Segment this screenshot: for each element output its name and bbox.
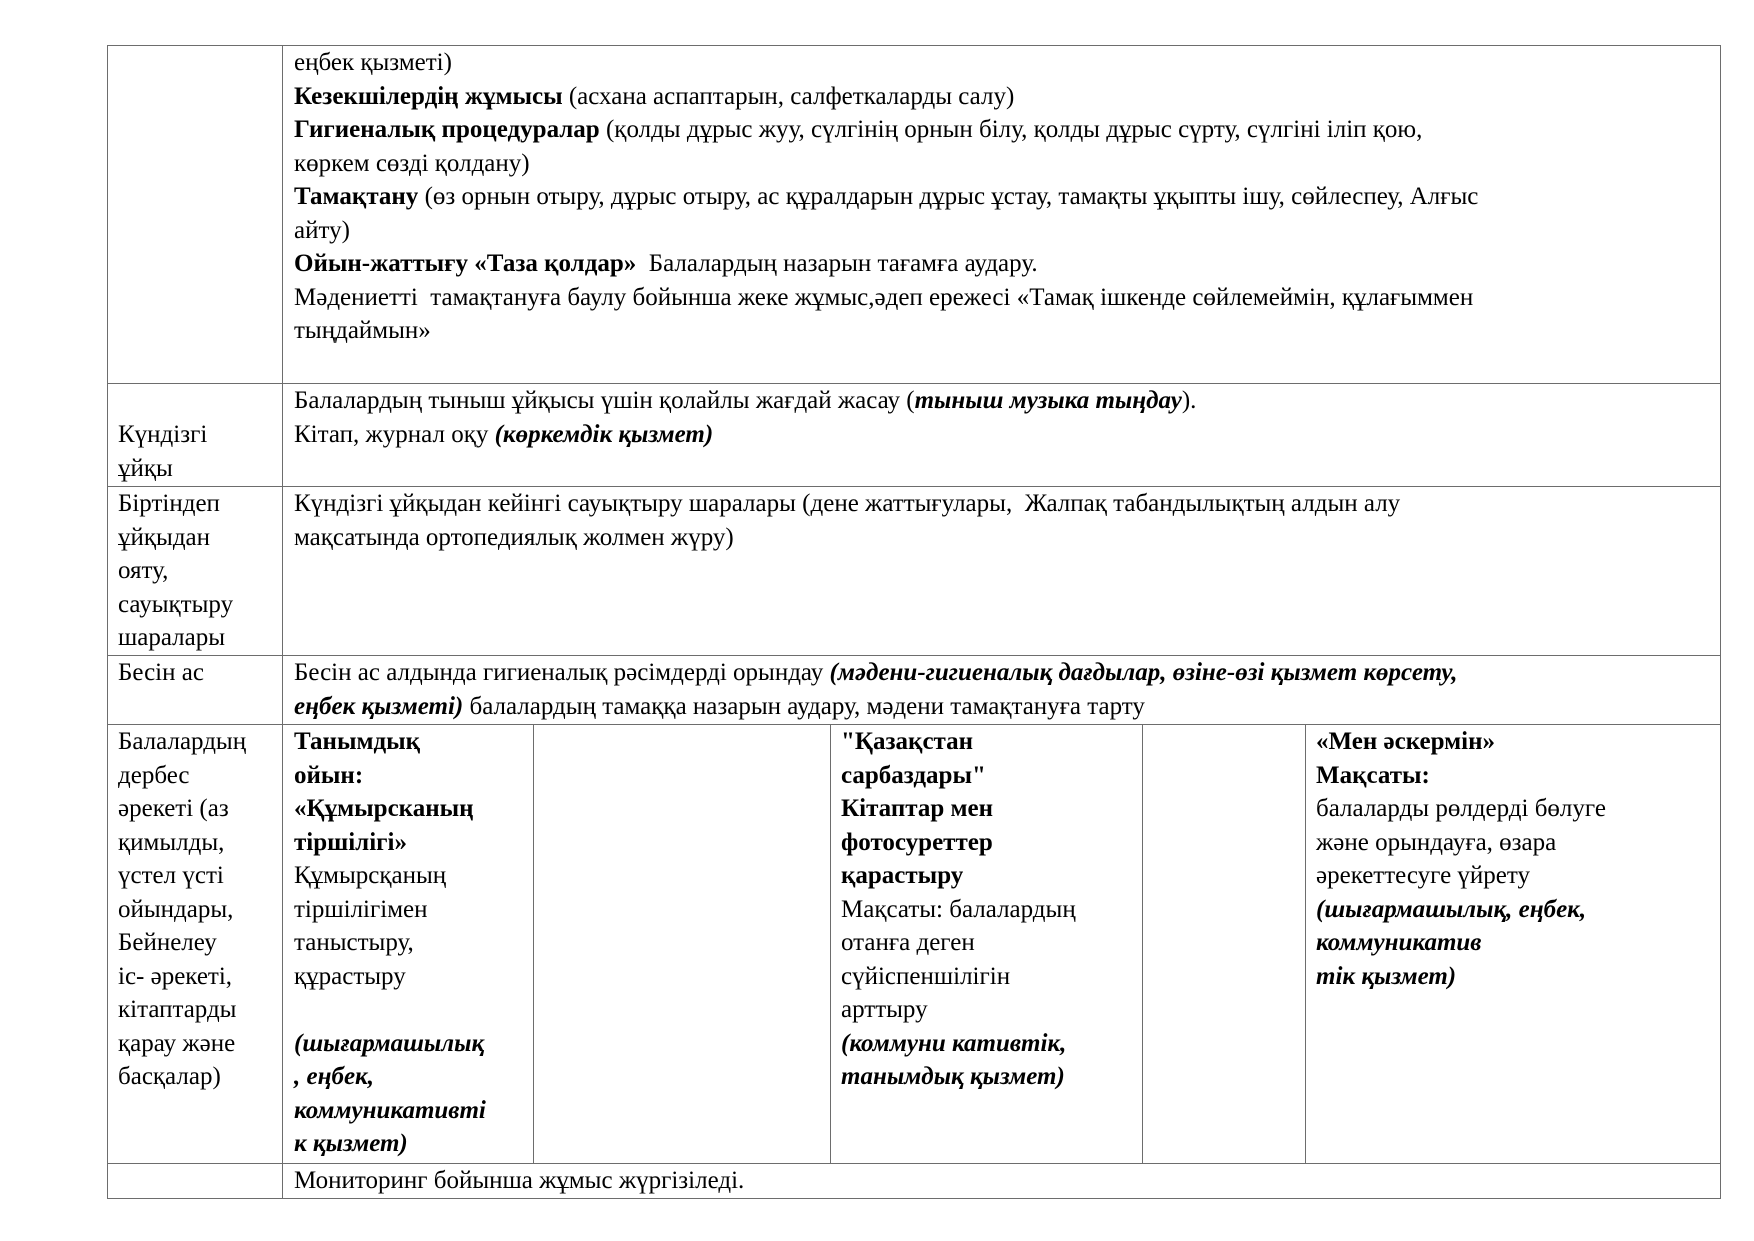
table-border-right	[1720, 45, 1721, 1199]
activity-emphasis-line: (шығармашылық	[294, 1029, 485, 1057]
snack-text-cont: балалардың тамаққа назарын аудару, мәдени тамақтануға тарту	[463, 692, 1145, 720]
independent-label-line: басқалар)	[118, 1063, 221, 1090]
game-title: Ойын-жаттығу «Таза қолдар»	[294, 250, 637, 277]
activity-title-line: «Құмырсканың	[294, 795, 474, 822]
game-text: Балалардың назарын тағамға аудару.	[636, 250, 1038, 277]
wakeup-label-cell	[118, 487, 278, 655]
independent-label-line: қимылды,	[118, 828, 225, 856]
activity-title-line: тіршілігі»	[294, 828, 407, 856]
nap-activities-cell	[294, 384, 1714, 451]
monitoring-text: Мониторинг бойынша жұмыс жүргізіледі.	[294, 1167, 745, 1194]
wakeup-label-line: ұйқыдан	[118, 523, 211, 551]
game-line	[294, 247, 1714, 281]
eating-title: Тамақтану	[294, 183, 419, 210]
reading-text: Кітап, журнал оқу	[294, 420, 495, 448]
independent-label-line: үстел үсті	[118, 862, 224, 889]
nap-line	[294, 384, 1714, 418]
activity-emphasis-line: (коммуни кативтік,	[841, 1029, 1067, 1057]
table-column-divider	[1142, 724, 1143, 1164]
activity-emphasis-line: коммуникативті	[294, 1096, 486, 1124]
snack-label-cell	[118, 656, 278, 690]
activity-emphasis-line: танымдық қызмет)	[841, 1063, 1065, 1090]
activity-text-line: әрекеттесуге үйрету	[1316, 862, 1530, 889]
activity-emphasis-line: , еңбек,	[294, 1063, 374, 1090]
wakeup-label-line: ояту,	[118, 557, 169, 584]
snack-text-emphasis: (мәдени-гигиеналық дағдылар, өзіне-өзі қызмет көрсету,	[829, 659, 1458, 686]
blank-line	[294, 993, 530, 1027]
table-column-divider	[533, 724, 534, 1164]
activity-title-line: сарбаздары"	[841, 761, 986, 789]
nap-label-cont: ұйқы	[118, 454, 173, 482]
snack-line-cont	[294, 690, 1714, 724]
snack-text-emphasis-cont: еңбек қызметі)	[294, 692, 464, 720]
independent-label-line: әрекеті (аз	[118, 795, 229, 822]
duty-title: Кезекшілердің жұмысы	[294, 82, 563, 110]
wakeup-line-cont: мақсатында ортопедиялық жолмен жүру)	[294, 523, 734, 551]
activity-text-line: сүйіспеншілігін	[841, 962, 1011, 990]
hygiene-title: Гигиеналық процедуралар	[294, 116, 600, 143]
hygiene-line-cont: көркем сөзді қолдану)	[294, 149, 530, 177]
meal-activities-cell	[294, 46, 1714, 348]
wakeup-line: Күндізгі ұйқыдан кейінгі сауықтыру шаралары (дене жаттығулары, Жалпақ табандылықтың алдын алу	[294, 490, 1401, 517]
activity-text-line: арттыру	[841, 996, 928, 1023]
independent-label-line: ойындары,	[118, 895, 234, 923]
culture-line: Мәдениетті тамақтануға баулу бойынша жеке жұмыс,әдеп ережесі «Тамақ ішкенде сөйлемеймін, құлағыммен	[294, 283, 1474, 311]
nap-text: Балалардың тыныш ұйқысы үшін қолайлы жағдай жасау (	[294, 387, 915, 414]
wednesday-activity-cell	[841, 725, 1139, 1094]
independent-label-cell	[118, 725, 278, 1094]
friday-activity-cell	[1316, 725, 1716, 993]
meal-line: еңбек қызметі)	[294, 49, 452, 76]
snack-line	[294, 656, 1714, 690]
activity-text-line: отанға деген	[841, 929, 975, 956]
activity-title-line: фотосуреттер	[841, 828, 993, 856]
duty-text: (асхана аспаптарын, салфеткаларды салу)	[562, 82, 1015, 110]
activity-title-line: Мақсаты:	[1316, 761, 1430, 789]
table-column-divider	[830, 724, 831, 1164]
snack-label: Бесін ас	[118, 659, 204, 686]
independent-label-line: Балалардың	[118, 728, 247, 755]
wakeup-label-line: Біртіндеп	[118, 490, 220, 517]
snack-text: Бесін ас алдында гигиеналық рәсімдерді орындау	[294, 659, 830, 686]
independent-label-line: іс- әрекеті,	[118, 962, 233, 990]
monday-activity-cell	[294, 725, 530, 1161]
eating-line-cont: айту)	[294, 216, 350, 244]
independent-label-line: Бейнелеу	[118, 929, 217, 956]
culture-line-cont: тыңдаймын»	[294, 317, 431, 344]
activity-text-line: Құмырсқаның	[294, 862, 447, 889]
wakeup-label-line: сауықтыру	[118, 590, 234, 618]
hygiene-line	[294, 113, 1714, 147]
activity-emphasis-line: (шығармашылық, еңбек,	[1316, 895, 1587, 923]
reading-line	[294, 418, 1714, 452]
duty-line	[294, 80, 1714, 114]
wakeup-activities-cell	[294, 487, 1714, 554]
independent-label-line: кітаптарды	[118, 996, 237, 1023]
table-column-divider	[1305, 724, 1306, 1164]
activity-title-line: қарастыру	[841, 862, 964, 889]
activity-text-line: және орындауға, өзара	[1316, 828, 1557, 856]
activity-title-line: ойын:	[294, 761, 364, 789]
activity-text-line: тіршілігімен	[294, 895, 428, 923]
activity-text-line: құрастыру	[294, 962, 406, 990]
hygiene-text: (қолды дұрыс жуу, сүлгінің орнын білу, қолды дұрыс сүрту, сүлгіні іліп қою,	[599, 116, 1423, 143]
reading-text-emphasis: (көркемдік қызмет)	[494, 420, 714, 448]
nap-label-cell	[118, 418, 278, 485]
independent-label-line: қарау және	[118, 1029, 236, 1057]
eating-line	[294, 180, 1714, 214]
wakeup-label-line: шаралары	[118, 624, 226, 651]
activity-title-line: "Қазақстан	[841, 728, 974, 755]
nap-text-emphasis: тыныш музыка тыңдау	[914, 387, 1182, 414]
activity-emphasis-line: тік қызмет)	[1316, 962, 1457, 990]
activity-emphasis-line: к қызмет)	[294, 1130, 408, 1157]
table-border-left	[107, 45, 108, 1199]
monitoring-cell	[294, 1164, 1714, 1198]
table-column-divider	[282, 45, 283, 1199]
activity-text-line: Мақсаты: балалардың	[841, 895, 1076, 923]
nap-label: Күндізгі	[118, 421, 208, 448]
activity-emphasis-line: коммуникатив	[1316, 929, 1482, 956]
independent-label-line: дербес	[118, 761, 190, 789]
table-border-bottom	[107, 1198, 1720, 1199]
snack-activities-cell	[294, 656, 1714, 723]
activity-title-line: «Мен әскермін»	[1316, 728, 1495, 755]
activity-text-line: таныстыру,	[294, 929, 414, 956]
activity-title-line: Танымдық	[294, 728, 421, 755]
nap-text-end: ).	[1181, 387, 1197, 414]
eating-text: (өз орнын отыру, дұрыс отыру, ас құралдарын дұрыс ұстау, тамақты ұқыпты ішу, сөйлеспеу, Алғыс	[418, 183, 1479, 210]
activity-text-line: балаларды рөлдерді бөлуге	[1316, 795, 1606, 822]
activity-title-line: Кітаптар мен	[841, 795, 994, 822]
